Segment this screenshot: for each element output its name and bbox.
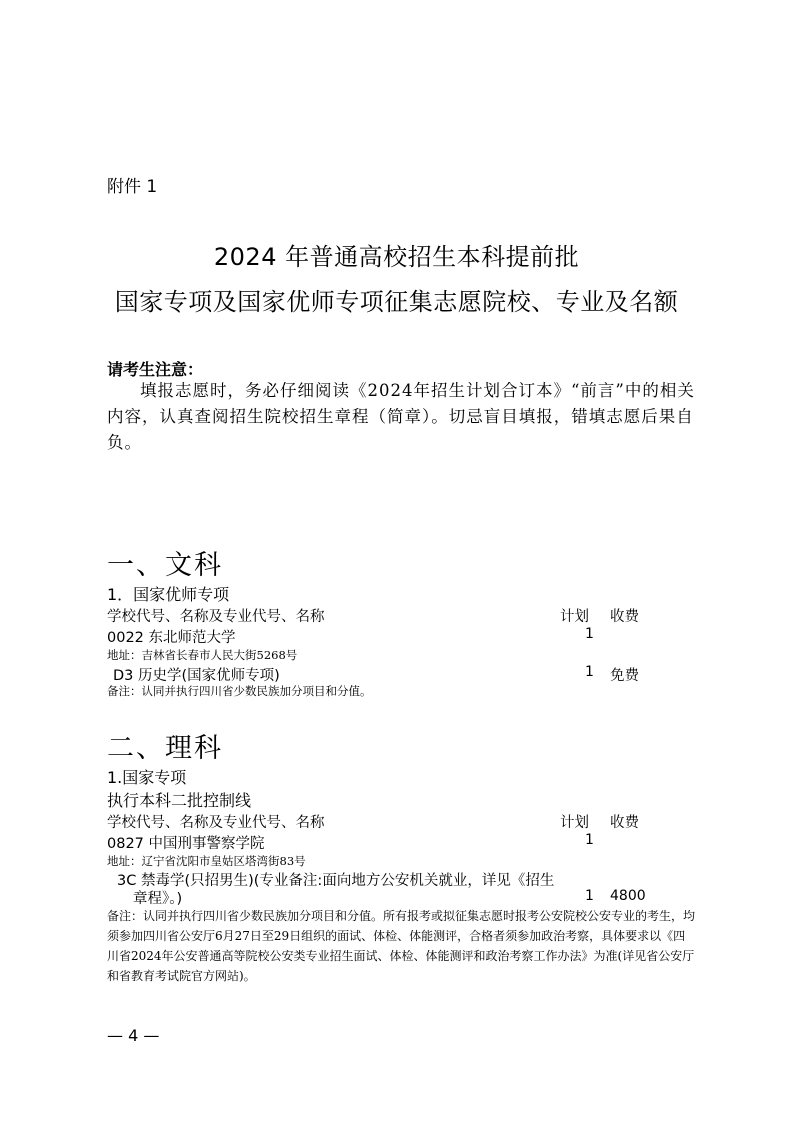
school-code-name: 0022 东北师范大学 bbox=[107, 630, 236, 646]
column-header-plan: 计划 bbox=[560, 609, 589, 625]
section-heading-liberal-arts: 一、文科 bbox=[107, 550, 223, 581]
category-heading: 1．国家优师专项 bbox=[107, 585, 230, 604]
major-name-line2: 章程》。) bbox=[133, 891, 183, 907]
column-header-fee: 收费 bbox=[610, 609, 639, 625]
major-name: D3 历史学(国家优师专项) bbox=[113, 668, 280, 684]
school-address: 地址：吉林省长春市人民大街5268号 bbox=[107, 648, 298, 662]
page-title-line2: 国家专项及国家优师专项征集志愿院校、专业及名额 bbox=[114, 288, 679, 316]
major-fee: 4800 bbox=[610, 888, 646, 904]
remark: 备注：认同并执行四川省少数民族加分项目和分值。所有报考或拟征集志愿时报考公安院校公安专业的考生，均须参加四川省公安厅6月27日至29日组织的面试、体检、体能测评，合格者须参加政治考察，具体要求以《四川省2024年公安普通高等院校公安类专业招生面试、体检、体能测评和政治考察工作办法》为准(详见省公安厅和省教育考试院官方网站)。 bbox=[107, 909, 696, 983]
page-number: — 4 — bbox=[107, 1026, 160, 1045]
major-plan: 1 bbox=[585, 888, 594, 904]
attachment-label: 附件 1 bbox=[107, 177, 158, 197]
column-header-name: 学校代号、名称及专业代号、名称 bbox=[107, 609, 325, 625]
column-header-name: 学校代号、名称及专业代号、名称 bbox=[107, 815, 325, 831]
notice-body: 填报志愿时，务必仔细阅读《2024年招生计划合订本》“前言”中的相关内容，认真查阅招生院校招生章程（简章）。切忌盲目填报，错填志愿后果自负。 bbox=[107, 381, 695, 452]
remark: 备注：认同并执行四川省少数民族加分项目和分值。 bbox=[107, 684, 372, 698]
school-address: 地址：辽宁省沈阳市皇姑区塔湾街83号 bbox=[107, 854, 306, 868]
major-plan: 1 bbox=[585, 664, 594, 680]
major-fee: 免费 bbox=[610, 668, 639, 684]
school-plan: 1 bbox=[585, 832, 594, 848]
column-header-plan: 计划 bbox=[560, 815, 589, 831]
column-header-fee: 收费 bbox=[610, 815, 639, 831]
school-code-name: 0827 中国刑事警察学院 bbox=[107, 836, 265, 852]
page-title-line1: 2024 年普通高校招生本科提前批 bbox=[213, 243, 580, 271]
notice-heading: 请考生注意： bbox=[107, 360, 204, 379]
major-name-line1: 3C 禁毒学(只招男生)(专业备注:面向地方公安机关就业，详见《招生 bbox=[117, 873, 555, 889]
section-heading-science: 二、理科 bbox=[107, 733, 223, 764]
category-heading: 1.国家专项 bbox=[107, 768, 187, 787]
control-line-heading: 执行本科二批控制线 bbox=[107, 791, 252, 810]
school-plan: 1 bbox=[585, 626, 594, 642]
